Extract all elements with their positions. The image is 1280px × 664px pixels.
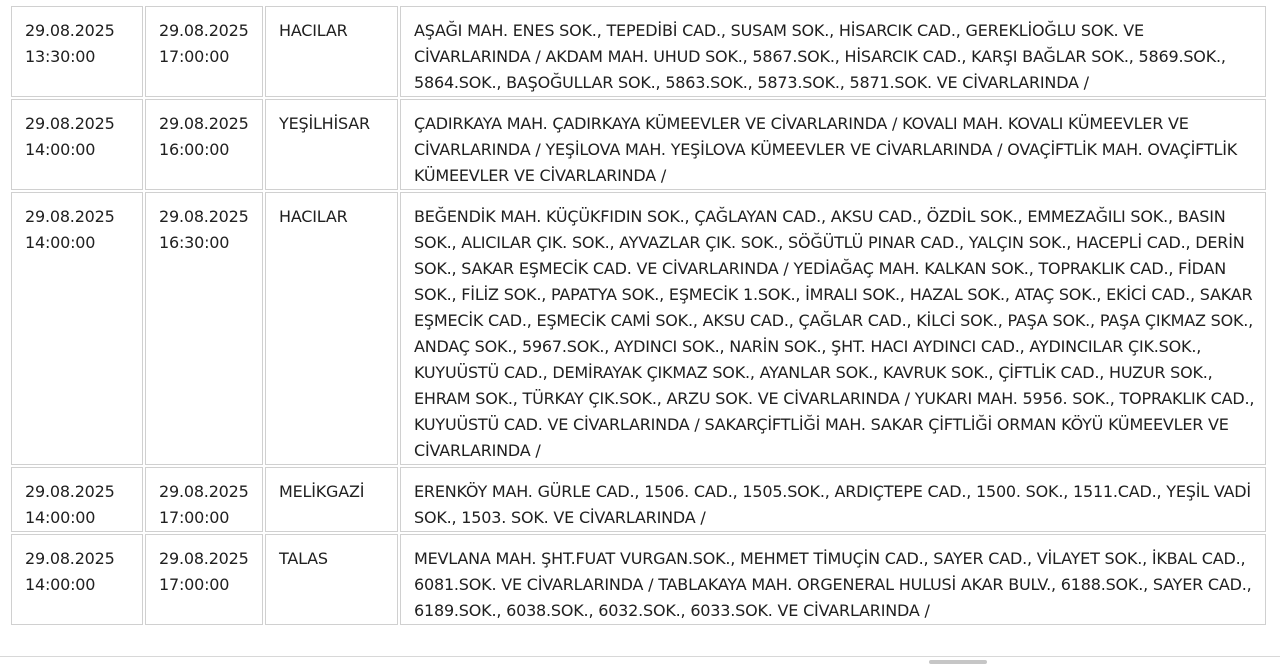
table-row: [11, 192, 1266, 465]
addresses-cell: AŞAĞI MAH. ENES SOK., TEPEDİBİ CAD., SUSAM SOK., HİSARCIK CAD., GEREKLİOĞLU SOK. VE CİVARLARINDA / AKDAM MAH. UHUD SOK., 5867.SOK., HİSARCIK CAD., KARŞI BAĞLAR SOK., 5869.SOK., 5864.SOK., BAŞOĞULLAR SOK., 5863.SOK., 5873.SOK., 5871.SOK. VE CİVARLARINDA /: [400, 6, 1266, 97]
table-row: [11, 99, 1266, 190]
horizontal-scrollbar-thumb[interactable]: [929, 660, 987, 664]
end-time: 17:00:00: [159, 508, 230, 527]
start-date: 29.08.2025: [25, 482, 115, 501]
start-time: 14:00:00: [25, 233, 96, 252]
table-row: [11, 534, 1266, 625]
start-date: 29.08.2025: [25, 21, 115, 40]
start-date: 29.08.2025: [25, 207, 115, 226]
start-datetime-cell: [11, 534, 143, 625]
table-row: [11, 467, 1266, 532]
power-outage-table: [9, 4, 1268, 627]
end-date: 29.08.2025: [159, 549, 249, 568]
start-date: 29.08.2025: [25, 114, 115, 133]
page-divider: [0, 656, 1280, 657]
addresses-cell: ERENKÖY MAH. GÜRLE CAD., 1506. CAD., 1505.SOK., ARDIÇTEPE CAD., 1500. SOK., 1511.CAD., YEŞİL VADİ SOK., 1503. SOK. VE CİVARLARINDA /: [400, 467, 1266, 532]
end-datetime-cell: [145, 192, 263, 465]
addresses-cell: MEVLANA MAH. ŞHT.FUAT VURGAN.SOK., MEHMET TİMUÇİN CAD., SAYER CAD., VİLAYET SOK., İKBAL CAD., 6081.SOK. VE CİVARLARINDA / TABLAKAYA MAH. ORGENERAL HULUSİ AKAR BULV., 6188.SOK., SAYER CAD., 6189.SOK., 6038.SOK., 6032.SOK., 6033.SOK. VE CİVARLARINDA /: [400, 534, 1266, 625]
end-date: 29.08.2025: [159, 207, 249, 226]
district-cell: TALAS: [265, 534, 398, 625]
end-date: 29.08.2025: [159, 114, 249, 133]
start-datetime-cell: [11, 99, 143, 190]
end-time: 17:00:00: [159, 47, 230, 66]
table-row: [11, 6, 1266, 97]
start-datetime-cell: [11, 192, 143, 465]
start-date: 29.08.2025: [25, 549, 115, 568]
addresses-cell: BEĞENDİK MAH. KÜÇÜKFIDIN SOK., ÇAĞLAYAN CAD., AKSU CAD., ÖZDİL SOK., EMMEZAĞILI SOK., BASIN SOK., ALICILAR ÇIK. SOK., AYVAZLAR ÇIK. SOK., SÖĞÜTLÜ PINAR CAD., YALÇIN SOK., HACEPLİ CAD., DERİN SOK., SAKAR EŞMECİK CAD. VE CİVARLARINDA / YEDİAĞAÇ MAH. KALKAN SOK., TOPRAKLIK CAD., FİDAN SOK., FİLİZ SOK., PAPATYA SOK., EŞMECİK 1.SOK., İMRALI SOK., HAZAL SOK., ATAÇ SOK., EKİCİ CAD., SAKAR EŞMECİK CAD., EŞMECİK CAMİ SOK., AKSU CAD., ÇAĞLAR CAD., KİLCİ SOK., PAŞA SOK., PAŞA ÇIKMAZ SOK., ANDAÇ SOK., 5967.SOK., AYDINCI SOK., NARİN SOK., ŞHT. HACI AYDINCI CAD., AYDINCILAR ÇIK.SOK., KUYUÜSTÜ CAD., DEMİRAYAK ÇIKMAZ SOK., AYANLAR SOK., KAVRUK SOK., ÇİFTLİK CAD., HUZUR SOK., EHRAM SOK., TÜRKAY ÇIK.SOK., ARZU SOK. VE CİVARLARINDA / YUKARI MAH. 5956. SOK., TOPRAKLIK CAD., KUYUÜSTÜ CAD. VE CİVARLARINDA / SAKARÇİFTLİĞİ MAH. SAKAR ÇİFTLİĞİ ORMAN KÖYÜ KÜMEEVLER VE CİVARLARINDA /: [400, 192, 1266, 465]
end-time: 17:00:00: [159, 575, 230, 594]
addresses-cell: ÇADIRKAYA MAH. ÇADIRKAYA KÜMEEVLER VE CİVARLARINDA / KOVALI MAH. KOVALI KÜMEEVLER VE CİVARLARINDA / YEŞİLOVA MAH. YEŞİLOVA KÜMEEVLER VE CİVARLARINDA / OVAÇİFTLİK MAH. OVAÇİFTLİK KÜMEEVLER VE CİVARLARINDA /: [400, 99, 1266, 190]
end-datetime-cell: [145, 99, 263, 190]
start-datetime-cell: [11, 467, 143, 532]
end-datetime-cell: [145, 534, 263, 625]
end-time: 16:00:00: [159, 140, 230, 159]
end-date: 29.08.2025: [159, 21, 249, 40]
start-time: 14:00:00: [25, 575, 96, 594]
district-cell: HACILAR: [265, 6, 398, 97]
start-time: 14:00:00: [25, 508, 96, 527]
end-date: 29.08.2025: [159, 482, 249, 501]
district-cell: HACILAR: [265, 192, 398, 465]
end-datetime-cell: [145, 6, 263, 97]
end-datetime-cell: [145, 467, 263, 532]
district-cell: YEŞİLHİSAR: [265, 99, 398, 190]
start-time: 14:00:00: [25, 140, 96, 159]
end-time: 16:30:00: [159, 233, 230, 252]
start-datetime-cell: [11, 6, 143, 97]
start-time: 13:30:00: [25, 47, 96, 66]
district-cell: MELİKGAZİ: [265, 467, 398, 532]
